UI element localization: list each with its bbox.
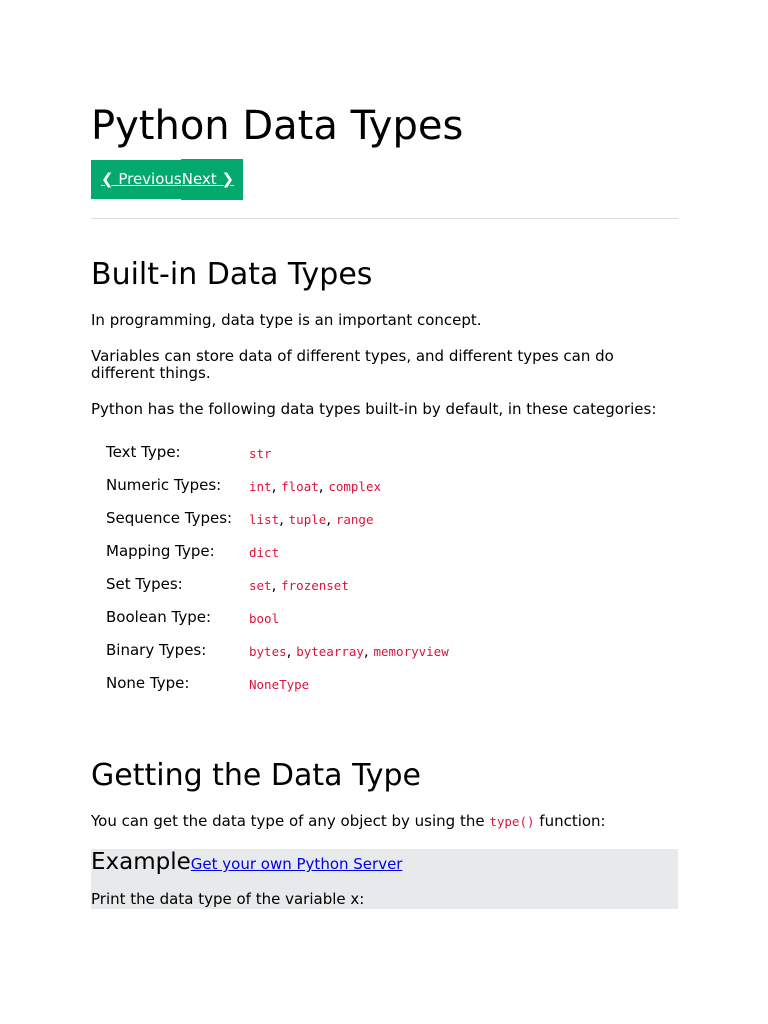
type-name-code: bytearray (296, 644, 364, 659)
pagination-nav (91, 160, 242, 199)
type-category-label: None Type: (106, 674, 190, 692)
type-values (249, 445, 272, 462)
type-name-code: complex (328, 479, 381, 494)
example-box (91, 849, 678, 909)
type-name-code: bytes (249, 644, 287, 659)
separator: , (286, 642, 297, 660)
type-category-label: Numeric Types: (106, 476, 222, 494)
type-values (249, 577, 349, 594)
type-name-code: dict (249, 545, 280, 560)
type-name-code: float (281, 479, 319, 494)
type-name-code: frozenset (281, 578, 349, 593)
type-values (249, 511, 373, 528)
previous-button[interactable]: ❮ Previous (91, 160, 182, 199)
intro-paragraph: In programming, data type is an important concept. (91, 311, 482, 329)
type-function-code: type() (489, 814, 535, 829)
type-category-label: Text Type: (106, 443, 181, 461)
type-name-code: int (249, 479, 272, 494)
type-values (249, 544, 279, 561)
type-name-code: list (249, 512, 280, 527)
type-paragraph-text-end: function: (534, 812, 606, 830)
next-button[interactable]: Next ❯ (182, 160, 242, 199)
variables-paragraph: Variables can store data of different types, and different types can do different things. (91, 347, 614, 382)
type-category-label: Mapping Type: (106, 542, 215, 560)
separator: , (363, 642, 374, 660)
type-values (249, 643, 449, 660)
type-category-label: Binary Types: (106, 641, 207, 659)
type-paragraph-text: You can get the data type of any object by using the (91, 812, 490, 830)
categories-paragraph: Python has the following data types built-in by default, in these categories: (91, 400, 657, 418)
get-own-server-link[interactable]: Get your own Python Server (190, 855, 403, 873)
separator: , (271, 477, 282, 495)
type-category-label: Boolean Type: (106, 608, 212, 626)
type-category-label: Sequence Types: (106, 509, 233, 527)
example-heading (91, 849, 402, 877)
type-name-code: NoneType (249, 677, 310, 692)
separator: , (326, 510, 336, 528)
type-category-label: Set Types: (106, 575, 183, 593)
type-name-code: bool (249, 611, 280, 626)
type-values (249, 610, 279, 627)
separator: , (279, 510, 289, 528)
type-name-code: str (249, 446, 272, 461)
type-name-code: tuple (288, 512, 327, 527)
type-values (249, 676, 309, 693)
separator: , (318, 477, 329, 495)
type-name-code: set (249, 578, 272, 593)
separator: , (271, 576, 282, 594)
page-title: Python Data Types (91, 103, 464, 149)
example-title: Example (91, 849, 191, 875)
divider (91, 218, 678, 219)
section-heading-builtin-types: Built-in Data Types (91, 257, 373, 292)
type-name-code: memoryview (373, 644, 449, 659)
type-name-code: range (335, 512, 374, 527)
section-heading-getting-type: Getting the Data Type (91, 758, 421, 793)
example-description: Print the data type of the variable x: (91, 890, 365, 908)
type-values (249, 478, 381, 495)
type-function-paragraph (91, 813, 678, 830)
